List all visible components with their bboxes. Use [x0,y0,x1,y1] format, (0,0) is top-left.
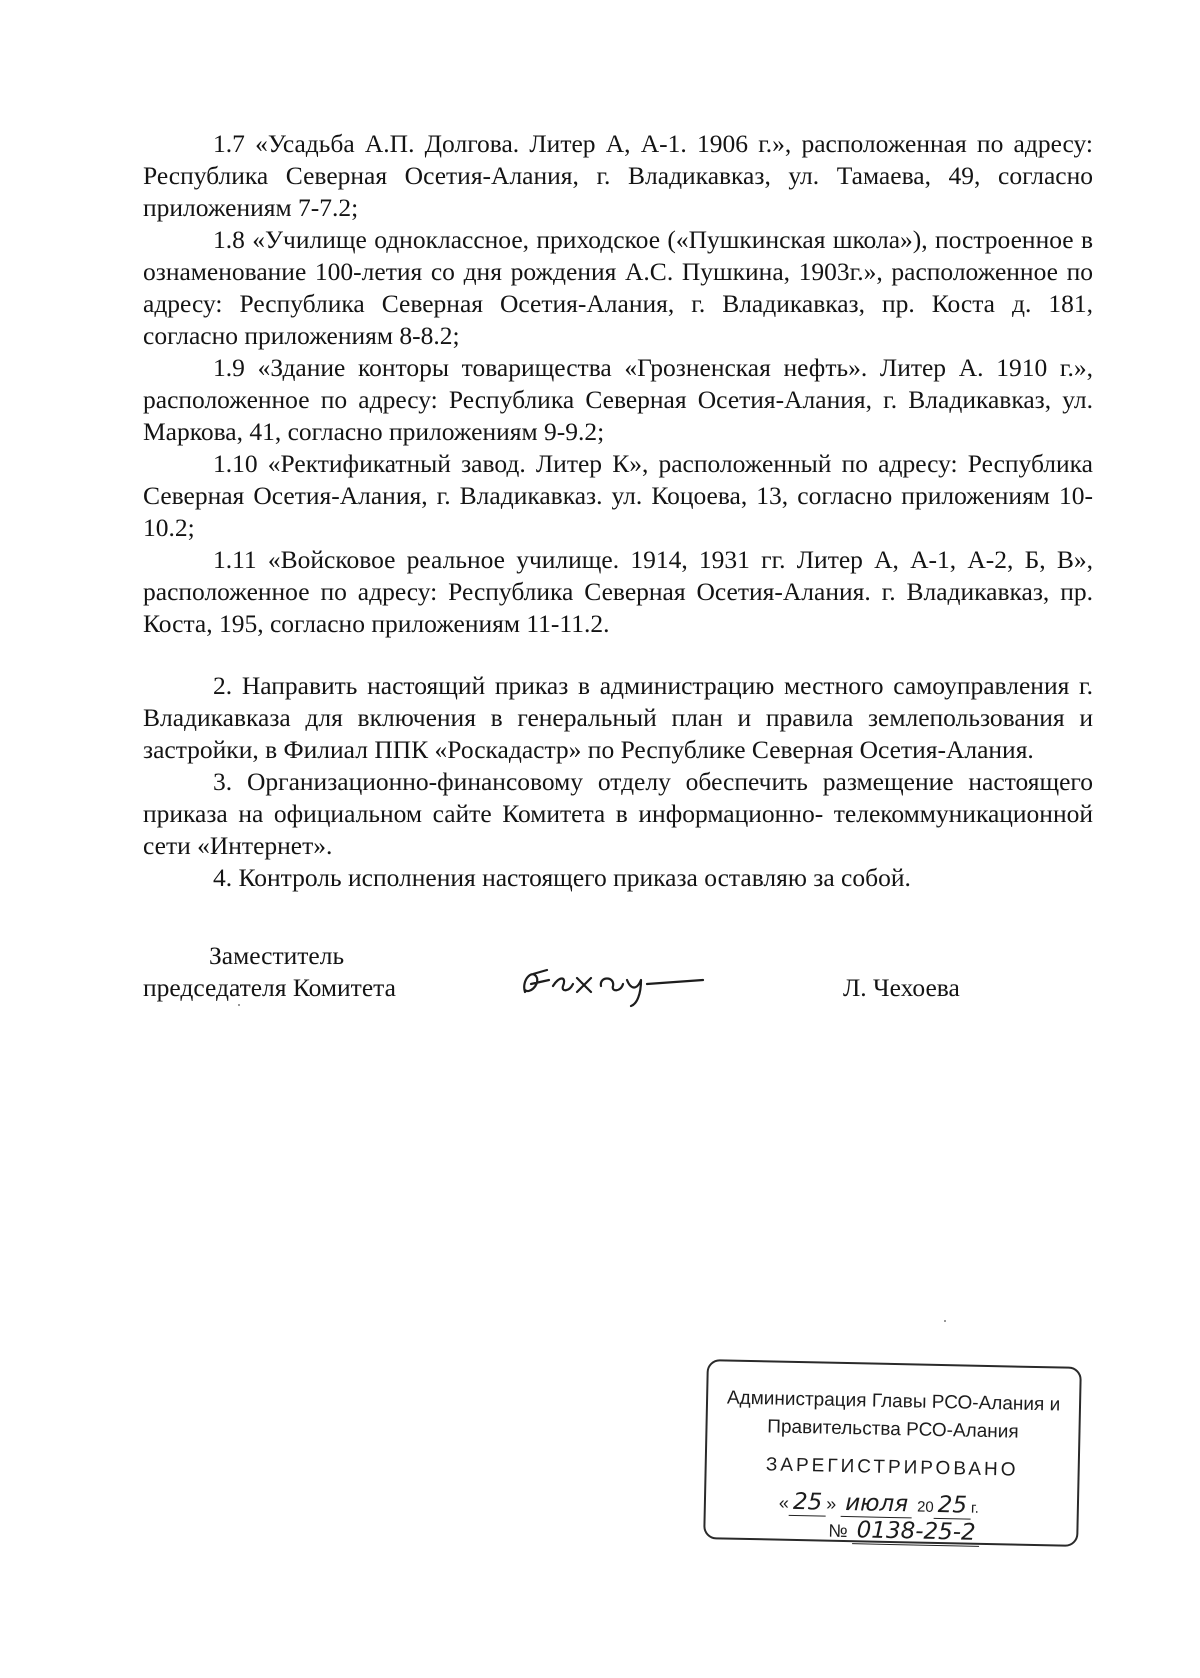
scan-speck [944,1320,946,1322]
document-body [143,128,1093,894]
paragraph-1-7: 1.7 «Усадьба А.П. Долгова. Литер А, А-1. 1906 г.», расположенная по адресу: Республика Северная Осетия-Алания, г. Владикавказ, ул. Тамаева, 49, согласно приложениям 7-7.2; [143,129,1093,222]
stamp-date-year-suffix: 25 [934,1492,972,1520]
paragraph-1-11: 1.11 «Войсковое реальное училище. 1914, 1931 гг. Литер А, А-1, А-2, Б, В», расположенное по адресу: Республика Северная Осетия-Алания. г. Владикавказ, пр. Коста, 195, согласно приложениям 11-11.2. [143,545,1093,638]
handwritten-signature [503,950,743,1010]
stamp-date-day: 25 [789,1489,827,1517]
paragraph-4: 4. Контроль исполнения настоящего приказа оставляю за собой. [213,863,911,892]
stamp-number-value: 0138-25-2 [852,1517,980,1547]
scan-speck [238,1004,240,1006]
signatory-name: Л. Чехоева [843,973,960,1002]
paragraph-2: 2. Направить настоящий приказ в администрацию местного самоуправления г. Владикавказа для включения в генеральный план и правила землепользования и застройки, в Филиал ППК «Роскадастр» по Республике Северная Осетия-Алания. [143,671,1093,764]
signatory-title [143,940,396,1004]
paragraph-3: 3. Организационно-финансовому отделу обеспечить размещение настоящего приказа на официальном сайте Комитета в информационно- телекоммуникационной сети «Интернет». [143,767,1093,860]
paragraph-1-10: 1.10 «Ректификатный завод. Литер К», расположенный по адресу: Республика Северная Осетия-Алания, г. Владикавказ. ул. Коцоева, 13, согласно приложениям 10-10.2; [143,449,1093,542]
signatory-title-line2: председателя Комитета [143,973,396,1002]
stamp-line-registered: ЗАРЕГИСТРИРОВАНО [765,1454,1019,1481]
stamp-line-administration: Администрация Главы РСО-Алания и [726,1387,1061,1416]
paragraph-1-8: 1.8 «Училище одноклассное, приходское («Пушкинская школа»), построенное в ознаменование 100-летия со дня рождения А.С. Пушкина, 1903г.», расположенное по адресу: Республика Северная Осетия-Алания, г. Владикавказ, пр. Коста д. 181, согласно приложениям 8-8.2; [143,225,1093,350]
stamp-line-government: Правительства РСО-Алания [767,1416,1019,1443]
registration-stamp [698,1354,1087,1552]
stamp-number-prefix: № [828,1520,848,1542]
stamp-date-year-unit: г. [970,1499,980,1517]
paragraph-1-9: 1.9 «Здание конторы товарищества «Грозненская нефть». Литер А. 1910 г.», расположенное по адресу: Республика Северная Осетия-Алания, г. Владикавказ, ул. Маркова, 41, согласно приложениям 9-9.2; [143,353,1093,446]
stamp-number [828,1517,980,1546]
stamp-date: « 25 » июля 20 25 г. [778,1488,980,1519]
stamp-date-year-prefix: 20 [916,1498,934,1516]
stamp-date-month: июля [841,1490,912,1518]
signatory-title-line1: Заместитель [209,941,345,970]
signature-block [143,940,1143,1020]
